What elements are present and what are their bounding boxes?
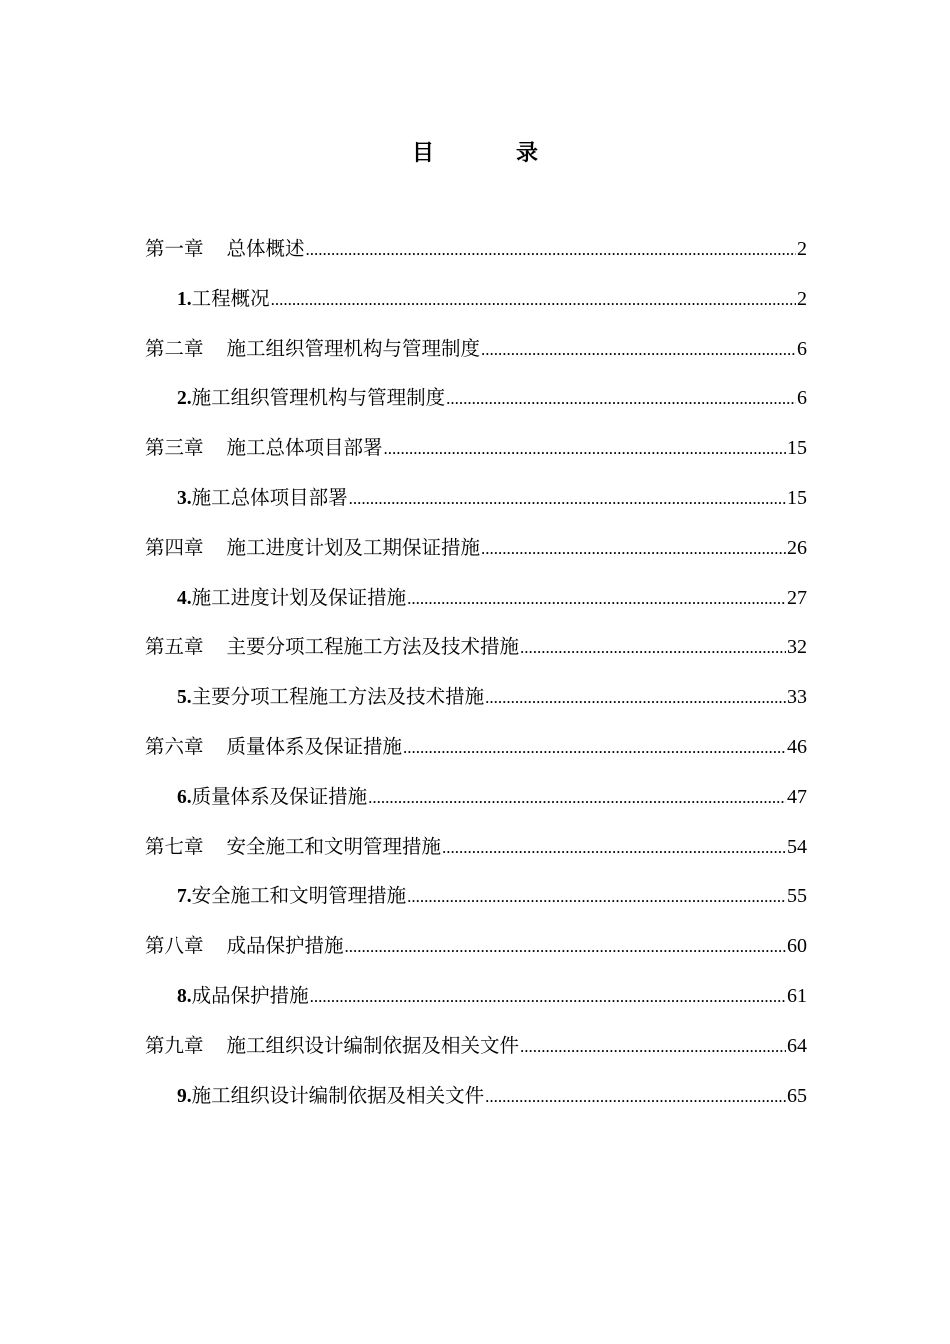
section-title: 工程概况 [191,286,270,310]
section-title: 施工进度计划及保证措施 [191,585,407,609]
page-number: 26 [787,536,807,559]
page-number: 46 [787,735,807,758]
section-heading [177,578,406,619]
section-number: 4. [177,587,192,609]
section-heading [177,976,309,1017]
chapter-number: 第二章 [145,336,204,360]
section-heading [177,478,348,519]
page-number: 27 [787,586,807,609]
toc-chapter-entry[interactable] [145,428,807,478]
toc-chapter-entry[interactable] [145,229,807,279]
dot-leader [481,330,796,370]
dot-leader [271,280,796,320]
toc-chapter-entry[interactable] [145,528,807,578]
dot-leader [442,828,786,868]
page-title: 目 录 [411,140,568,166]
chapter-number: 第七章 [145,834,204,858]
toc-chapter-entry[interactable] [145,827,807,877]
chapter-title: 总体概述 [226,237,305,260]
dot-leader [345,927,786,967]
page-number: 47 [787,785,807,808]
section-number: 5. [177,687,192,709]
toc-chapter-entry[interactable] [145,627,807,677]
chapter-title: 成品保护措施 [226,934,344,958]
section-number: 3. [177,487,192,509]
dot-leader [481,529,786,569]
page-number: 55 [787,885,807,908]
dot-leader [368,778,786,818]
page-number: 33 [787,686,807,709]
dot-leader [520,628,786,668]
toc-chapter-entry[interactable] [145,1026,807,1076]
chapter-title: 质量体系及保证措施 [226,734,403,758]
chapter-number: 第六章 [145,734,204,758]
section-number: 8. [177,985,192,1007]
section-heading [177,777,367,818]
section-heading [177,279,270,320]
section-title: 成品保护措施 [191,983,309,1007]
chapter-title: 主要分项工程施工方法及技术措施 [226,635,520,659]
toc-section-entry[interactable] [145,578,807,628]
dot-leader [403,728,786,768]
page-number: 64 [787,1034,807,1057]
chapter-number: 第四章 [145,535,204,559]
page-number: 2 [797,287,807,310]
page-number: 6 [797,387,807,410]
chapter-number: 第八章 [145,934,204,958]
section-heading [177,876,406,917]
chapter-number: 第五章 [145,635,204,659]
toc-section-entry[interactable] [145,279,807,329]
toc-chapter-entry[interactable] [145,727,807,777]
chapter-number: 第九章 [145,1033,204,1057]
dot-leader [485,678,786,718]
dot-leader [407,877,786,917]
toc-section-entry[interactable] [145,876,807,926]
section-heading [177,677,484,718]
section-number: 9. [177,1085,192,1107]
chapter-number: 第三章 [145,436,204,460]
section-title: 主要分项工程施工方法及技术措施 [191,685,485,709]
section-title: 施工总体项目部署 [191,485,348,509]
toc-section-entry[interactable] [145,677,807,727]
dot-leader [407,579,786,619]
toc-section-entry[interactable] [145,1076,807,1126]
toc-chapter-entry[interactable] [145,329,807,379]
toc-section-entry[interactable] [145,777,807,827]
chapter-title: 施工总体项目部署 [226,436,383,460]
section-number: 1. [177,288,192,310]
dot-leader [384,429,786,469]
section-number: 2. [177,388,192,410]
toc-section-entry[interactable] [145,378,807,428]
page-number: 61 [787,984,807,1007]
dot-leader [520,1027,786,1067]
section-number: 6. [177,786,192,808]
page-number: 15 [787,486,807,509]
dot-leader [446,379,796,419]
page-number: 15 [787,437,807,460]
dot-leader [485,1077,786,1117]
section-number: 7. [177,886,192,908]
page-number: 2 [797,238,807,260]
toc-section-entry[interactable] [145,478,807,528]
section-title: 安全施工和文明管理措施 [191,884,407,908]
chapter-number: 第一章 [145,237,204,260]
chapter-title: 施工组织管理机构与管理制度 [226,336,481,360]
chapter-title: 安全施工和文明管理措施 [226,834,442,858]
dot-leader [306,230,796,270]
dot-leader [349,479,786,519]
chapter-title: 施工进度计划及工期保证措施 [226,535,481,559]
toc-chapter-entry[interactable] [145,926,807,976]
table-of-contents [145,229,807,1125]
section-title: 施工组织设计编制依据及相关文件 [191,1083,485,1107]
section-heading [177,1076,484,1117]
section-title: 施工组织管理机构与管理制度 [191,386,446,410]
chapter-title: 施工组织设计编制依据及相关文件 [226,1033,520,1057]
page-number: 54 [787,835,807,858]
page-number: 6 [797,337,807,360]
page-number: 32 [787,636,807,659]
dot-leader [310,977,786,1017]
section-heading [177,378,445,419]
page-number: 65 [787,1084,807,1107]
page-number: 60 [787,935,807,958]
toc-section-entry[interactable] [145,976,807,1026]
section-title: 质量体系及保证措施 [191,784,368,808]
